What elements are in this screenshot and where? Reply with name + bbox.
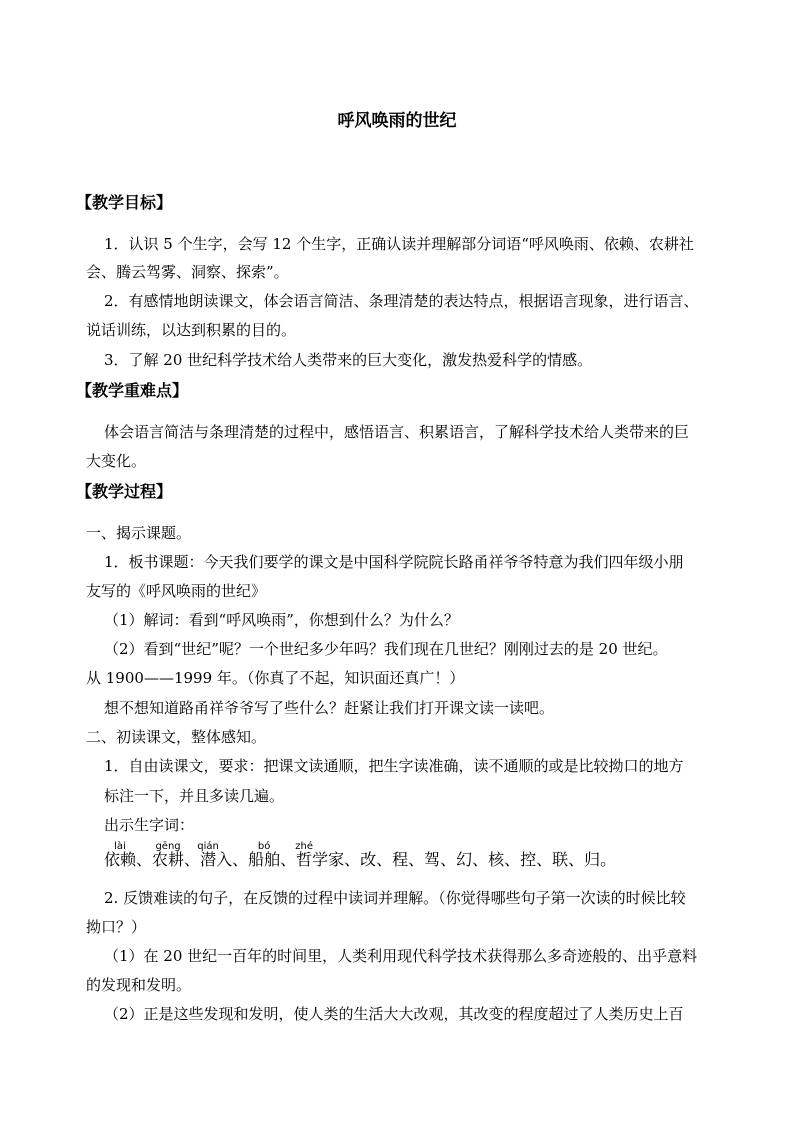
paragraph: 一、揭示课题。: [86, 524, 192, 542]
paragraph: 2．有感情地朗读课文，体会语言简洁、条理清楚的表达特点，根据语言现象，进行语言、: [104, 292, 699, 310]
pinyin-annotation: qián: [197, 841, 219, 852]
paragraph: 3．了解 20 世纪科学技术给人类带来的巨大变化，激发热爱科学的情感。: [104, 351, 593, 369]
vocab-word: 依赖 lài: [104, 850, 136, 870]
paragraph: 出示生字词：: [104, 816, 195, 834]
paragraph: （1）在 20 世纪一百年的时间里，人类利用现代科学技术获得那么多奇迹般的、出乎意料: [104, 947, 698, 965]
pinyin-annotation: bó: [257, 841, 271, 852]
vocabulary-line: 依赖 lài 、农耕 gēng 、潜 qián 入、船舶 bó 、哲 zhé 学家、改、程、驾、幻、核、控、联、归。: [104, 850, 616, 870]
paragraph: （2）正是这些发现和发明，使人类的生活大大改观，其改变的程度超过了人类历史上百: [104, 1005, 684, 1023]
paragraph: （2）看到“世纪”呢？一个世纪多少年吗？我们现在几世纪？刚刚过去的是 20 世纪。: [104, 640, 668, 658]
pinyin-annotation: lài: [114, 841, 126, 852]
keypoints-heading: 【教学重难点】: [76, 381, 189, 400]
process-heading: 【教学过程】: [76, 482, 173, 501]
paragraph: 1．板书课题：今天我们要学的课文是中国科学院院长路甬祥爷爷特意为我们四年级小朋: [104, 553, 684, 571]
pinyin-annotation: gēng: [155, 841, 181, 852]
paragraph: 二、初读课文，整体感知。: [86, 728, 267, 746]
paragraph: 拗口？）: [86, 918, 147, 936]
paragraph: 友写的《呼风唤雨的世纪》: [86, 582, 267, 600]
paragraph: 说话训练，以达到积累的目的。: [86, 321, 297, 339]
paragraph: 体会语言简洁与条理清楚的过程中，感悟语言、积累语言，了解科学技术给人类带来的巨: [104, 423, 690, 441]
vocab-word: 农耕 gēng: [152, 850, 184, 870]
paragraph: 标注一下，并且多读几遍。: [104, 787, 285, 805]
paragraph: 大变化。: [86, 452, 147, 470]
paragraph: （1）解词：看到“呼风唤雨”，你想到什么？为什么？: [104, 611, 459, 629]
pinyin-annotation: zhé: [295, 841, 314, 852]
paragraph: 的发现和发明。: [86, 976, 192, 994]
document-title: 呼风唤雨的世纪: [337, 111, 457, 131]
vocab-word: 潜 qián: [200, 850, 216, 870]
vocab-word: 船舶 bó: [248, 850, 280, 870]
paragraph: 会、腾云驾雾、洞察、探索”。: [86, 263, 289, 281]
paragraph: 想不想知道路甬祥爷爷写了些什么？赶紧让我们打开课文读一读吧。: [104, 699, 555, 717]
paragraph: 1．自由读课文，要求：把课文读通顺，把生字读准确，读不通顺的或是比较拗口的地方: [104, 757, 684, 775]
vocab-word: 哲 zhé: [296, 850, 312, 870]
paragraph: 1．认识 5 个生字，会写 12 个生字，正确认读并理解部分词语“呼风唤雨、依赖、农耕社: [104, 235, 694, 253]
paragraph: 从 1900——1999 年。（你真了不起，知识面还真广！）: [86, 669, 465, 687]
objectives-heading: 【教学目标】: [76, 193, 173, 212]
paragraph: 2. 反馈难读的句子，在反馈的过程中读词并理解。（你觉得哪些句子第一次读的时候比较: [104, 889, 686, 907]
